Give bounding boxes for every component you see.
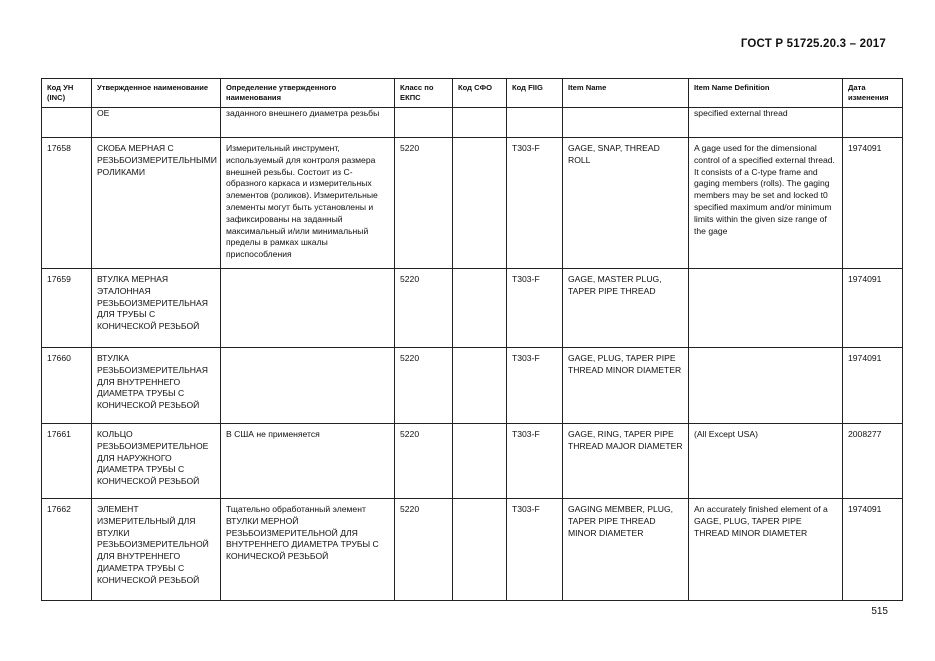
table-row — [42, 499, 903, 601]
nomenclature-table — [41, 78, 903, 601]
sfo-cell — [453, 499, 507, 601]
item-definition-cell — [689, 348, 843, 424]
table-cell — [563, 108, 689, 138]
table-cell: ОЕ — [92, 108, 221, 138]
name-cell: ВТУЛКА МЕРНАЯ ЭТАЛОННАЯ РЕЗЬБОИЗМЕРИТЕЛЬНАЯ ДЛЯ ТРУБЫ С КОНИЧЕСКОЙ РЕЗЬБОЙ — [92, 269, 221, 348]
sfo-cell — [453, 138, 507, 269]
date-cell: 1974091 — [843, 138, 903, 269]
table-cell — [843, 108, 903, 138]
name-cell: ВТУЛКА РЕЗЬБОИЗМЕРИТЕЛЬНАЯ ДЛЯ ВНУТРЕННЕГО ДИАМЕТРА ТРУБЫ С КОНИЧЕСКОЙ РЕЗЬБОЙ — [92, 348, 221, 424]
definition-cell — [221, 348, 395, 424]
continuation-row — [42, 108, 903, 138]
column-header: Item Name Definition — [689, 79, 843, 108]
table-cell — [507, 108, 563, 138]
table-row — [42, 269, 903, 348]
item-definition-cell: (All Except USA) — [689, 424, 843, 499]
item-name-cell: GAGE, PLUG, TAPER PIPE THREAD MINOR DIAMETER — [563, 348, 689, 424]
column-header: Код FIIG — [507, 79, 563, 108]
document-title: ГОСТ Р 51725.20.3 – 2017 — [740, 38, 886, 50]
inc-cell: 17659 — [42, 269, 92, 348]
table-row — [42, 348, 903, 424]
definition-cell — [221, 269, 395, 348]
table-row — [42, 424, 903, 499]
fiig-cell: T303-F — [507, 348, 563, 424]
item-definition-cell — [689, 269, 843, 348]
inc-cell: 17660 — [42, 348, 92, 424]
fiig-cell: T303-F — [507, 269, 563, 348]
class-cell: 5220 — [395, 138, 453, 269]
page-number: 515 — [871, 606, 888, 617]
column-header: Определение утвержденного наименования — [221, 79, 395, 108]
table-cell: specified external thread — [689, 108, 843, 138]
column-header: Утвержденное наименование — [92, 79, 221, 108]
inc-cell: 17662 — [42, 499, 92, 601]
date-cell: 1974091 — [843, 348, 903, 424]
inc-cell: 17661 — [42, 424, 92, 499]
table-cell — [395, 108, 453, 138]
class-cell: 5220 — [395, 424, 453, 499]
sfo-cell — [453, 269, 507, 348]
item-name-cell: GAGE, SNAP, THREAD ROLL — [563, 138, 689, 269]
sfo-cell — [453, 424, 507, 499]
column-header: Дата изменения — [843, 79, 903, 108]
name-cell: ЭЛЕМЕНТ ИЗМЕРИТЕЛЬНЫЙ ДЛЯ ВТУЛКИ РЕЗЬБОИЗМЕРИТЕЛЬНОЙ ДЛЯ ВНУТРЕННЕГО ДИАМЕТРА ТРУБЫ С КОНИЧЕСКОЙ РЕЗЬБОЙ — [92, 499, 221, 601]
definition-cell: Измерительный инструмент, используемый для контроля размера внешней резьбы. Состоит из С-образного каркаса и измерительных элементов (роликов). Измерительные элементы могут быть установлены и зафиксированы на заданный максимальный и/или минимальный пределы в рамках шкалы приспособления — [221, 138, 395, 269]
class-cell: 5220 — [395, 499, 453, 601]
sfo-cell — [453, 348, 507, 424]
inc-cell: 17658 — [42, 138, 92, 269]
name-cell: КОЛЬЦО РЕЗЬБОИЗМЕРИТЕЛЬНОЕ ДЛЯ НАРУЖНОГО ДИАМЕТРА ТРУБЫ С КОНИЧЕСКОЙ РЕЗЬБОЙ — [92, 424, 221, 499]
definition-cell: В США не применяется — [221, 424, 395, 499]
column-header: Код СФО — [453, 79, 507, 108]
fiig-cell: T303-F — [507, 499, 563, 601]
item-name-cell: GAGING MEMBER, PLUG, TAPER PIPE THREAD MINOR DIAMETER — [563, 499, 689, 601]
date-cell: 1974091 — [843, 269, 903, 348]
table-cell: заданного внешнего диаметра резьбы — [221, 108, 395, 138]
name-cell: СКОБА МЕРНАЯ С РЕЗЬБОИЗМЕРИТЕЛЬНЫМИ РОЛИКАМИ — [92, 138, 221, 269]
class-cell: 5220 — [395, 269, 453, 348]
column-header: Код УН (INC) — [42, 79, 92, 108]
table-cell — [42, 108, 92, 138]
column-header: Item Name — [563, 79, 689, 108]
table-cell — [453, 108, 507, 138]
item-name-cell: GAGE, MASTER PLUG, TAPER PIPE THREAD — [563, 269, 689, 348]
table-row — [42, 138, 903, 269]
date-cell: 1974091 — [843, 499, 903, 601]
fiig-cell: T303-F — [507, 138, 563, 269]
item-definition-cell: An accurately finished element of a GAGE, PLUG, TAPER PIPE THREAD MINOR DIAMETER — [689, 499, 843, 601]
date-cell: 2008277 — [843, 424, 903, 499]
fiig-cell: T303-F — [507, 424, 563, 499]
item-name-cell: GAGE, RING, TAPER PIPE THREAD MAJOR DIAMETER — [563, 424, 689, 499]
column-header: Класс по ЕКПС — [395, 79, 453, 108]
table-header-row — [42, 79, 903, 108]
definition-cell: Тщательно обработанный элемент ВТУЛКИ МЕРНОЙ РЕЗЬБОИЗМЕРИТЕЛЬНОЙ ДЛЯ ВНУТРЕННЕГО ДИАМЕТРА ТРУБЫ С КОНИЧЕСКОЙ РЕЗЬБОЙ — [221, 499, 395, 601]
item-definition-cell: A gage used for the dimensional control of a specified external thread. It consists of a C-type frame and gaging members (rolls). The gaging members may be set and locked t0 specified maximum and/or minimum limits within the given size range of the gage — [689, 138, 843, 269]
class-cell: 5220 — [395, 348, 453, 424]
